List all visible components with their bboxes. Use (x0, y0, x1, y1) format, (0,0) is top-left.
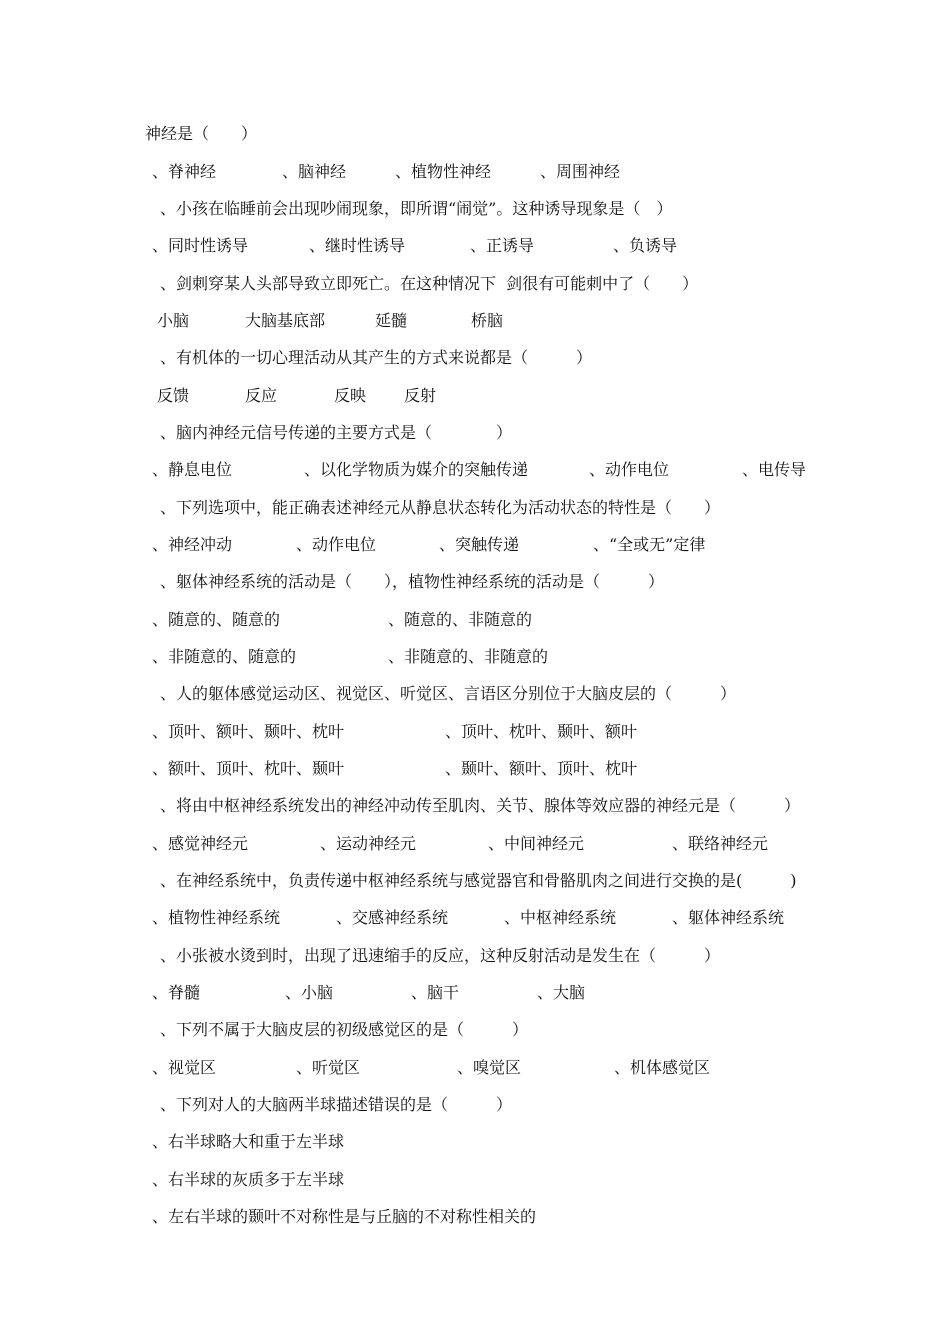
question-line (160, 272, 699, 296)
question-line (160, 570, 665, 594)
option-text: 、机体感觉区 (614, 1058, 711, 1077)
option-text: 、中间神经元 (488, 834, 585, 853)
option-text: 、电传导 (742, 460, 807, 479)
question-text: 、下列不属于大脑皮层的初级感觉区的是（ ） (160, 1020, 529, 1039)
options-line (152, 533, 706, 557)
option-text: 、“全或无”定律 (593, 535, 706, 554)
option-text: 、非随意的、随意的 (152, 647, 297, 666)
question-line (160, 682, 737, 706)
question-text: 、小孩在临睡前会出现吵闹现象，即所谓“闹觉”。这种诱导现象是（ ） (160, 199, 673, 218)
option-text: 、躯体神经系统 (672, 908, 785, 927)
option-text: 反映 (334, 386, 367, 405)
option-text: 、联络神经元 (672, 834, 769, 853)
option-text: 、交感神经系统 (336, 908, 449, 927)
option-text: 、颞叶、额叶、顶叶、枕叶 (445, 759, 638, 778)
question-text: 、下列选项中，能正确表述神经元从静息状态转化为活动状态的特性是（ ） (160, 498, 721, 517)
options-line (152, 720, 638, 744)
option-text: 、随意的、非随意的 (388, 610, 533, 629)
question-text: 、在神经系统中，负责传递中枢神经系统与感觉器官和骨骼肌肉之间进行交换的是( ) (160, 871, 797, 890)
options-line (152, 981, 586, 1005)
option-text: 、周围神经 (540, 162, 621, 181)
options-line (152, 757, 638, 781)
options-line (152, 1168, 345, 1192)
options-line (152, 234, 678, 258)
question-text: 、剑刺穿某人头部导致立即死亡。在这种情况下 剑很有可能刺中了（ ） (160, 274, 699, 293)
question-text: 、躯体神经系统的活动是（ ），植物性神经系统的活动是（ ） (160, 572, 665, 591)
option-text: 、小脑 (285, 983, 334, 1002)
question-line (160, 794, 801, 818)
options-line (152, 458, 807, 482)
options-line (152, 1056, 711, 1080)
question-line (160, 346, 593, 370)
option-text: 、非随意的、非随意的 (388, 647, 549, 666)
option-text: 延髓 (375, 311, 408, 330)
option-text: 、同时性诱导 (152, 236, 249, 255)
question-text: 神经是（ ） (145, 124, 258, 143)
question-line (160, 496, 721, 520)
option-text: 、右半球略大和重于左半球 (152, 1132, 345, 1151)
options-line (157, 309, 504, 333)
option-text: 、左右半球的颞叶不对称性是与丘脑的不对称性相关的 (152, 1207, 537, 1226)
option-text: 、植物性神经系统 (152, 908, 281, 927)
option-text: 、脑神经 (282, 162, 347, 181)
option-text: 反应 (245, 386, 278, 405)
option-text: 、植物性神经 (395, 162, 492, 181)
option-text: 、神经冲动 (152, 535, 233, 554)
question-line (160, 869, 797, 893)
question-line (145, 122, 258, 146)
option-text: 、继时性诱导 (309, 236, 406, 255)
option-text: 、右半球的灰质多于左半球 (152, 1170, 345, 1189)
option-text: 、静息电位 (152, 460, 233, 479)
option-text: 反馈 (157, 386, 190, 405)
option-text: 、正诱导 (470, 236, 535, 255)
options-line (152, 160, 621, 184)
question-text: 、人的躯体感觉运动区、视觉区、听觉区、言语区分别位于大脑皮层的（ ） (160, 684, 737, 703)
option-text: 、脊髓 (152, 983, 201, 1002)
question-line (160, 197, 673, 221)
option-text: 、中枢神经系统 (504, 908, 617, 927)
options-line (152, 1205, 537, 1229)
options-line (152, 1130, 345, 1154)
option-text: 、视觉区 (152, 1058, 217, 1077)
option-text: 、动作电位 (589, 460, 670, 479)
question-line (160, 1018, 529, 1042)
question-text: 、将由中枢神经系统发出的神经冲动传至肌肉、关节、腺体等效应器的神经元是（ ） (160, 796, 801, 815)
option-text: 、随意的、随意的 (152, 610, 281, 629)
question-text: 、下列对人的大脑两半球描述错误的是（ ） (160, 1095, 513, 1114)
option-text: 、以化学物质为媒介的突触传递 (304, 460, 529, 479)
question-line (160, 1093, 513, 1117)
option-text: 、嗅觉区 (457, 1058, 522, 1077)
question-text: 、有机体的一切心理活动从其产生的方式来说都是（ ） (160, 348, 593, 367)
option-text: 反射 (404, 386, 437, 405)
option-text: 、额叶、顶叶、枕叶、颞叶 (152, 759, 345, 778)
option-text: 、脊神经 (152, 162, 217, 181)
question-line (160, 944, 721, 968)
options-line (152, 608, 533, 632)
question-text: 、脑内神经元信号传递的主要方式是（ ） (160, 423, 513, 442)
options-line (152, 645, 549, 669)
option-text: 、运动神经元 (320, 834, 417, 853)
option-text: 桥脑 (471, 311, 504, 330)
option-text: 、负诱导 (613, 236, 678, 255)
option-text: 、脑干 (411, 983, 460, 1002)
question-line (160, 421, 513, 445)
option-text: 、顶叶、额叶、颞叶、枕叶 (152, 722, 345, 741)
options-line (152, 906, 785, 930)
option-text: 大脑基底部 (245, 311, 326, 330)
option-text: 、大脑 (537, 983, 586, 1002)
option-text: 、听觉区 (296, 1058, 361, 1077)
option-text: 小脑 (157, 311, 190, 330)
option-text: 、突触传递 (439, 535, 520, 554)
option-text: 、动作电位 (296, 535, 377, 554)
options-line (157, 384, 437, 408)
question-text: 、小张被水烫到时，出现了迅速缩手的反应，这种反射活动是发生在（ ） (160, 946, 721, 965)
option-text: 、感觉神经元 (152, 834, 249, 853)
option-text: 、顶叶、枕叶、颞叶、额叶 (445, 722, 638, 741)
options-line (152, 832, 769, 856)
